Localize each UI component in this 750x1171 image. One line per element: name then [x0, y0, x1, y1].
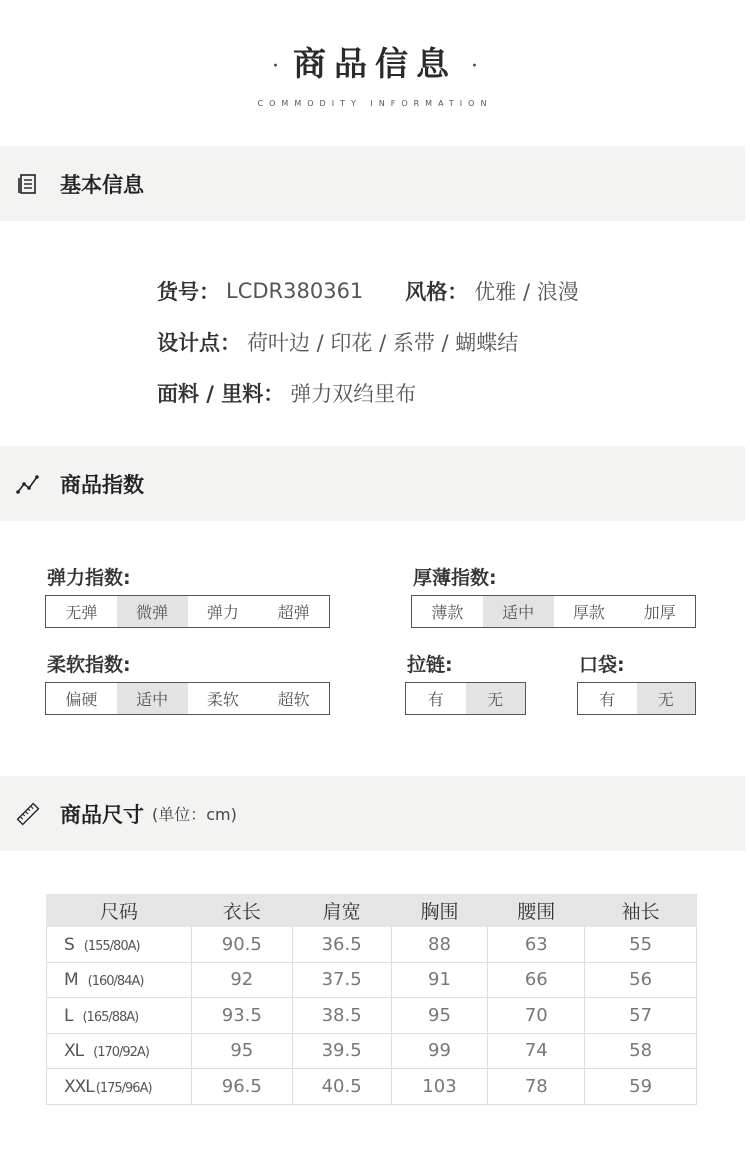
- size-cell: [47, 927, 192, 963]
- design-label: 设计点：: [157, 330, 241, 355]
- ruler-icon: [16, 802, 40, 826]
- size-code: M: [64, 970, 78, 991]
- size-table-header: [47, 895, 697, 927]
- table-row: [47, 962, 697, 998]
- scale-option-selected: 适中: [483, 596, 554, 627]
- size-cell: [47, 1069, 192, 1105]
- size-ref: (170/92A): [93, 1045, 149, 1061]
- table-cell: 57: [585, 998, 697, 1034]
- column-header: 肩宽: [292, 895, 391, 927]
- table-cell: 63: [488, 927, 585, 963]
- scale-option: 薄款: [431, 603, 464, 622]
- table-cell: 55: [585, 927, 697, 963]
- size-ref: (165/88A): [82, 1009, 139, 1025]
- table-row: [47, 927, 697, 963]
- table-cell: 39.5: [292, 1033, 391, 1069]
- table-cell: 40.5: [292, 1069, 391, 1105]
- softness-index-label: 柔软指数:: [47, 654, 131, 676]
- section-title-basic: 基本信息: [60, 172, 144, 197]
- table-cell: 37.5: [292, 962, 391, 998]
- size-ref: (160/84A): [87, 974, 144, 990]
- table-cell: 91: [391, 962, 488, 998]
- thickness-index-scale: [411, 595, 696, 628]
- table-cell: 36.5: [292, 927, 391, 963]
- table-cell: 99: [391, 1033, 488, 1069]
- scale-option: 加厚: [643, 603, 676, 622]
- info-row-fabric: [157, 367, 579, 418]
- size-unit-note: (单位：cm): [152, 805, 237, 824]
- basic-info-list: [157, 265, 579, 418]
- info-row-design: [157, 316, 579, 367]
- table-cell: 58: [585, 1033, 697, 1069]
- page-title: [0, 38, 750, 85]
- scale-option: 有: [427, 690, 444, 709]
- section-basic-info: [0, 146, 745, 221]
- info-row-item-style: [157, 265, 579, 316]
- scale-option: 超弹: [277, 603, 310, 622]
- elastic-index-label: 弹力指数:: [47, 567, 131, 589]
- column-header: 尺码: [47, 895, 192, 927]
- title-dot-right: ·: [471, 53, 478, 79]
- table-cell: 95: [391, 998, 488, 1034]
- scale-option-selected: 微弹: [117, 596, 188, 627]
- elastic-index-scale: [45, 595, 330, 628]
- table-cell: 93.5: [191, 998, 292, 1034]
- zipper-scale: [405, 682, 526, 715]
- size-ref: (175/96A): [95, 1080, 152, 1096]
- design-value: 荷叶边 / 印花 / 系带 / 蝴蝶结: [247, 330, 519, 355]
- table-row: [47, 998, 697, 1034]
- thickness-index-label: 厚薄指数:: [413, 567, 497, 589]
- table-cell: 74: [488, 1033, 585, 1069]
- size-ref: (155/80A): [83, 938, 140, 954]
- page-title-block: [0, 38, 750, 108]
- pocket-scale: [577, 682, 696, 715]
- style-value: 优雅 / 浪漫: [474, 279, 579, 304]
- table-cell: 103: [391, 1069, 488, 1105]
- size-code: L: [64, 1005, 73, 1026]
- table-cell: 88: [391, 927, 488, 963]
- table-cell: 92: [191, 962, 292, 998]
- softness-index-scale: [45, 682, 330, 715]
- scale-option-selected: 无: [637, 683, 696, 714]
- table-cell: 78: [488, 1069, 585, 1105]
- scale-option: 无弹: [65, 603, 98, 622]
- style-label: 风格：: [405, 279, 469, 304]
- page-title-text: 商品信息: [293, 44, 457, 83]
- item-no-label: 货号：: [157, 279, 220, 304]
- table-cell: 56: [585, 962, 697, 998]
- section-product-size: [0, 776, 745, 851]
- scale-option-selected: 无: [466, 683, 526, 714]
- trend-line-icon: [16, 472, 40, 496]
- column-header: 腰围: [488, 895, 585, 927]
- section-product-index: [0, 446, 745, 521]
- table-cell: 70: [488, 998, 585, 1034]
- scale-option: 超软: [277, 690, 310, 709]
- document-list-icon: [16, 172, 40, 196]
- table-row: [47, 1033, 697, 1069]
- scale-option: 弹力: [206, 603, 239, 622]
- fabric-label: 面料 / 里料：: [157, 381, 285, 406]
- scale-option: 有: [599, 690, 616, 709]
- size-cell: [47, 1033, 192, 1069]
- zipper-label: 拉链:: [407, 654, 453, 676]
- size-code: XXL: [64, 1076, 94, 1097]
- column-header: 衣长: [191, 895, 292, 927]
- table-cell: 90.5: [191, 927, 292, 963]
- item-no-value: LCDR380361: [226, 278, 364, 303]
- table-cell: 96.5: [191, 1069, 292, 1105]
- section-title-index: 商品指数: [60, 472, 144, 497]
- section-title-size: 商品尺寸: [60, 802, 144, 827]
- column-header: 袖长: [585, 895, 697, 927]
- scale-option: 柔软: [206, 690, 239, 709]
- size-table: [46, 894, 697, 1105]
- page-subtitle: COMMODITY INFORMATION: [257, 99, 493, 108]
- fabric-value: 弹力双绉里布: [290, 381, 417, 406]
- table-row: [47, 1069, 697, 1105]
- table-cell: 66: [488, 962, 585, 998]
- column-header: 胸围: [391, 895, 488, 927]
- scale-option-selected: 适中: [117, 683, 188, 714]
- scale-option: 偏硬: [65, 690, 98, 709]
- table-cell: 38.5: [292, 998, 391, 1034]
- size-cell: [47, 962, 192, 998]
- size-code: XL: [64, 1041, 84, 1062]
- size-cell: [47, 998, 192, 1034]
- scale-option: 厚款: [572, 603, 605, 622]
- table-cell: 59: [585, 1069, 697, 1105]
- title-dot-left: ·: [272, 53, 279, 79]
- pocket-label: 口袋:: [579, 654, 625, 676]
- size-code: S: [64, 934, 74, 955]
- table-cell: 95: [191, 1033, 292, 1069]
